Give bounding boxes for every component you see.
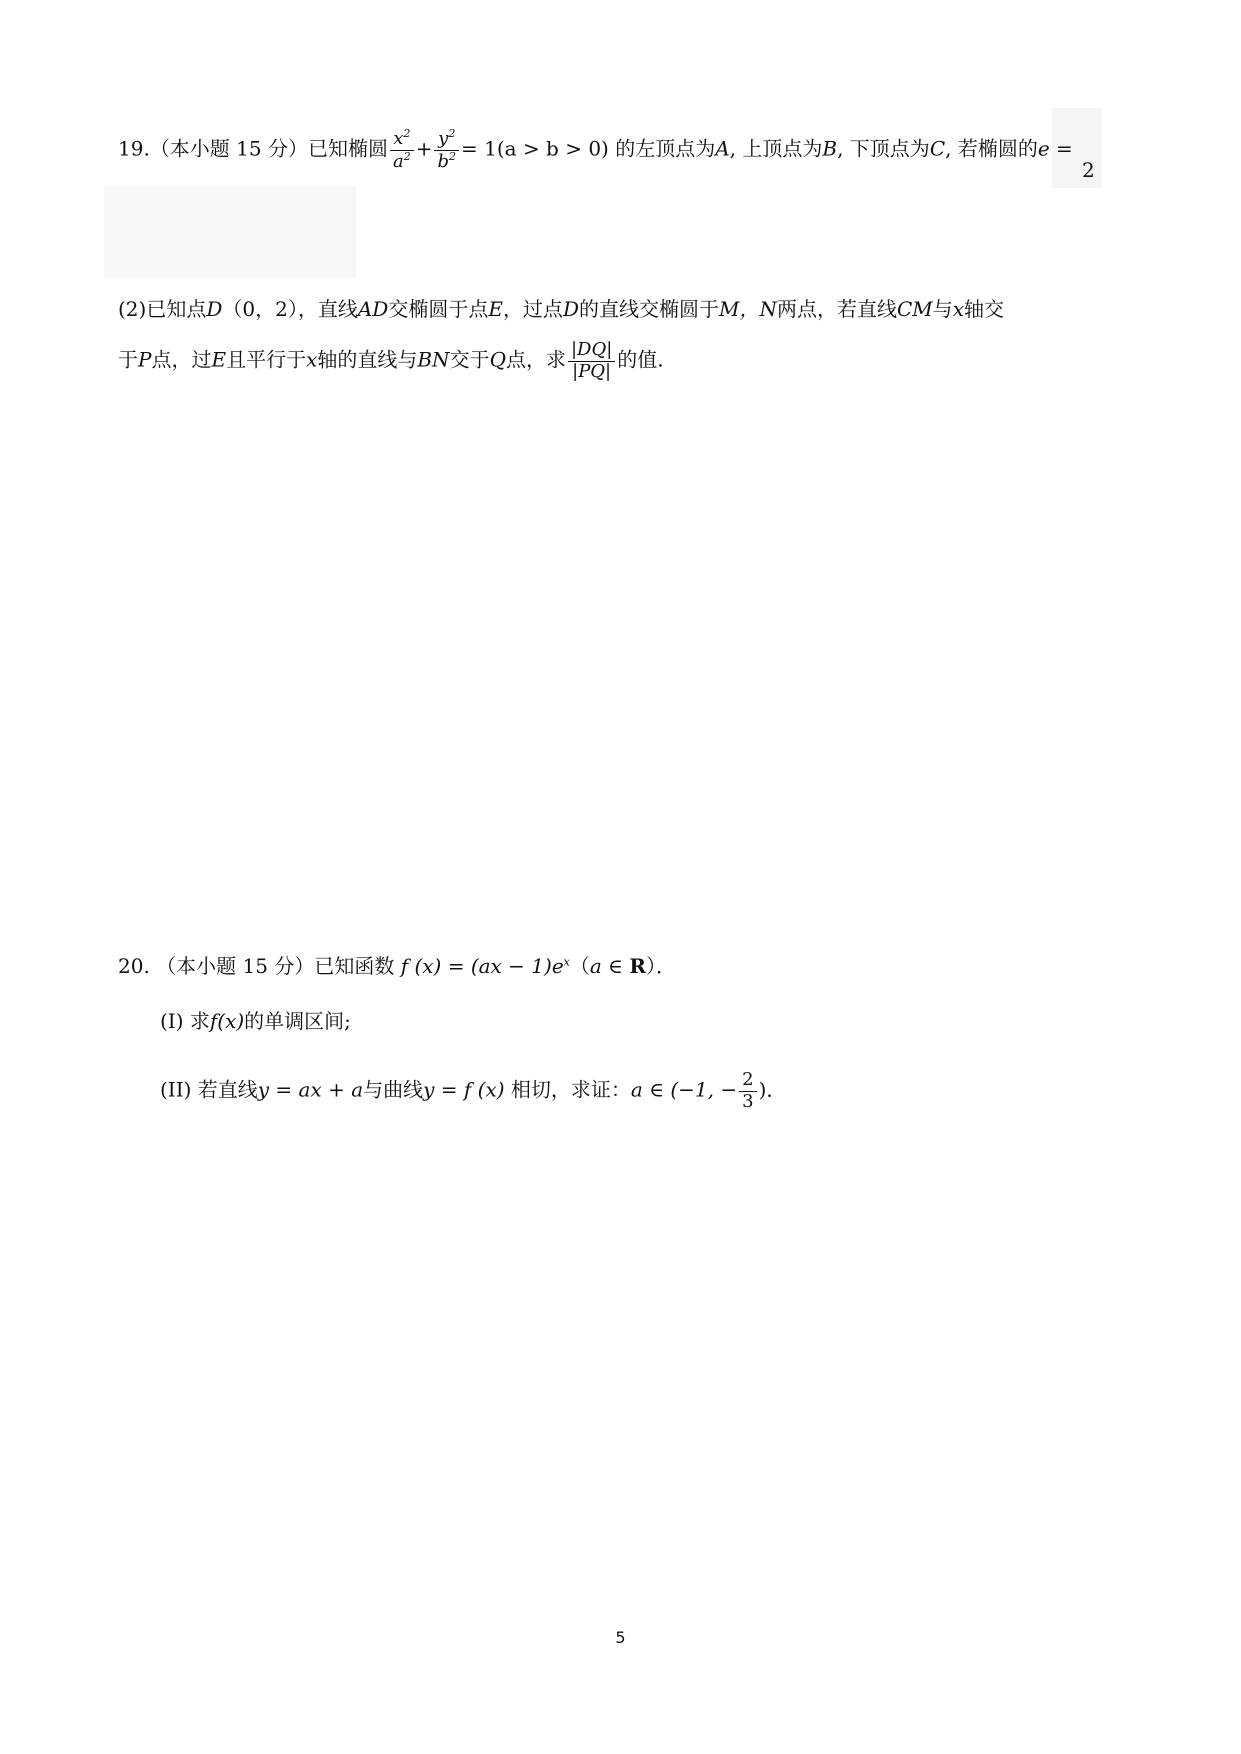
q20-part2 xyxy=(160,1070,786,1112)
frac-denominator: |PQ| xyxy=(572,360,612,382)
line-CM: CM xyxy=(896,297,933,321)
q19-text: 的值. xyxy=(617,347,664,372)
q20-part1-label: (I) 求 xyxy=(160,1009,210,1033)
line-BN: BN xyxy=(417,347,450,372)
eq-a: a xyxy=(392,150,404,172)
q19-text: 轴的直线与 xyxy=(317,347,418,372)
scan-smudge xyxy=(104,186,356,278)
q20-label: 20. xyxy=(118,954,150,978)
q19-text: , 上顶点为 xyxy=(729,136,823,161)
point-Q: Q xyxy=(489,347,506,372)
q19-text: 交于 xyxy=(449,347,490,372)
point-E: E xyxy=(211,347,227,372)
cond-close: ）． xyxy=(645,954,676,978)
function-def: f (x) = (ax − 1)e xyxy=(400,954,564,978)
q20-part1-text: 的单调区间; xyxy=(244,1009,351,1033)
exp-superscript: x xyxy=(563,955,570,969)
q19-text: 点，过 xyxy=(151,347,212,372)
q19-text: 与 xyxy=(932,297,953,321)
q20-points: （本小题 15 分）已知函数 xyxy=(156,954,395,978)
line-AD: AD xyxy=(357,297,389,321)
eq-rhs: = 1(a > b > 0) xyxy=(461,136,609,161)
q19-text: 已知椭圆 xyxy=(307,136,388,161)
fraction-DQ-PQ xyxy=(568,340,615,382)
q19-text: 且平行于 xyxy=(226,347,307,372)
q19-points: （本小题 15 分） xyxy=(149,136,308,161)
eq-b: b xyxy=(437,150,450,172)
q19-text: 的直线交椭圆于 xyxy=(578,297,719,321)
cond-open: （ xyxy=(569,954,590,978)
q19-text: (2)已知点 xyxy=(118,297,207,321)
q19-label: 19. xyxy=(118,136,150,161)
x-axis: x xyxy=(306,347,318,372)
fraction-2-3 xyxy=(739,1070,756,1112)
q20-part1 xyxy=(160,1005,351,1034)
q19-line1 xyxy=(118,128,1073,172)
interval-start: a ∈ (−1, − xyxy=(630,1077,738,1102)
q19-text: 点，求 xyxy=(505,347,566,372)
q20-part2-text: 与曲线 xyxy=(363,1077,424,1102)
eq-x: x xyxy=(393,128,404,149)
q19-text: 的左顶点为 xyxy=(615,136,716,161)
real-set: R xyxy=(629,954,646,978)
point-C: C xyxy=(929,136,946,161)
x-axis: x xyxy=(952,297,965,321)
point-P: P xyxy=(138,347,152,372)
q20-part2-label: (II) 若直线 xyxy=(160,1077,258,1102)
q19-text: 交椭圆于点 xyxy=(388,297,489,321)
q19-text: （0，2），直线 xyxy=(222,297,358,321)
frac-denominator: 3 xyxy=(742,1090,754,1112)
q19-part2-line1 xyxy=(118,293,1004,322)
q19-text: 两点，若直线 xyxy=(776,297,897,321)
point-E: E xyxy=(488,297,503,321)
q19-text: ，过点 xyxy=(502,297,563,321)
point-D: D xyxy=(562,297,579,321)
fraction-x2-a2: $\frac{x^2}{a^2}$ xyxy=(390,128,414,172)
q19-part2-line2 xyxy=(118,340,664,382)
q20-line1 xyxy=(118,950,676,979)
q19-text: 轴交 xyxy=(964,297,1005,321)
q20-part2-text: 相切，求证： xyxy=(510,1077,631,1102)
fraction-y2-b2: $\frac{y^2}{b^2}$ xyxy=(434,128,459,172)
frac-numerator: |DQ| xyxy=(568,340,615,362)
point-B: B xyxy=(822,136,838,161)
eq-y: y xyxy=(438,128,449,149)
points-MN: M，N xyxy=(718,297,777,321)
interval-end: )． xyxy=(758,1077,787,1102)
cond-a: a ∈ xyxy=(589,954,630,978)
point-A: A xyxy=(715,136,730,161)
eq-plus: + xyxy=(415,136,433,161)
curve: y = f (x) xyxy=(423,1077,505,1102)
point-D: D xyxy=(206,297,223,321)
function-f: f(x) xyxy=(209,1009,245,1033)
tangent-line: y = ax + a xyxy=(257,1077,364,1102)
q19-text: , 下顶点为 xyxy=(837,136,930,161)
page-number: 5 xyxy=(615,1628,626,1647)
q19-text: , 若椭圆的 xyxy=(945,136,1038,161)
frac-numerator: 2 xyxy=(739,1070,756,1092)
eccentricity-denominator: 2 xyxy=(1082,158,1095,182)
q19-text: 于 xyxy=(118,347,138,372)
eccentricity: e = xyxy=(1037,136,1073,161)
